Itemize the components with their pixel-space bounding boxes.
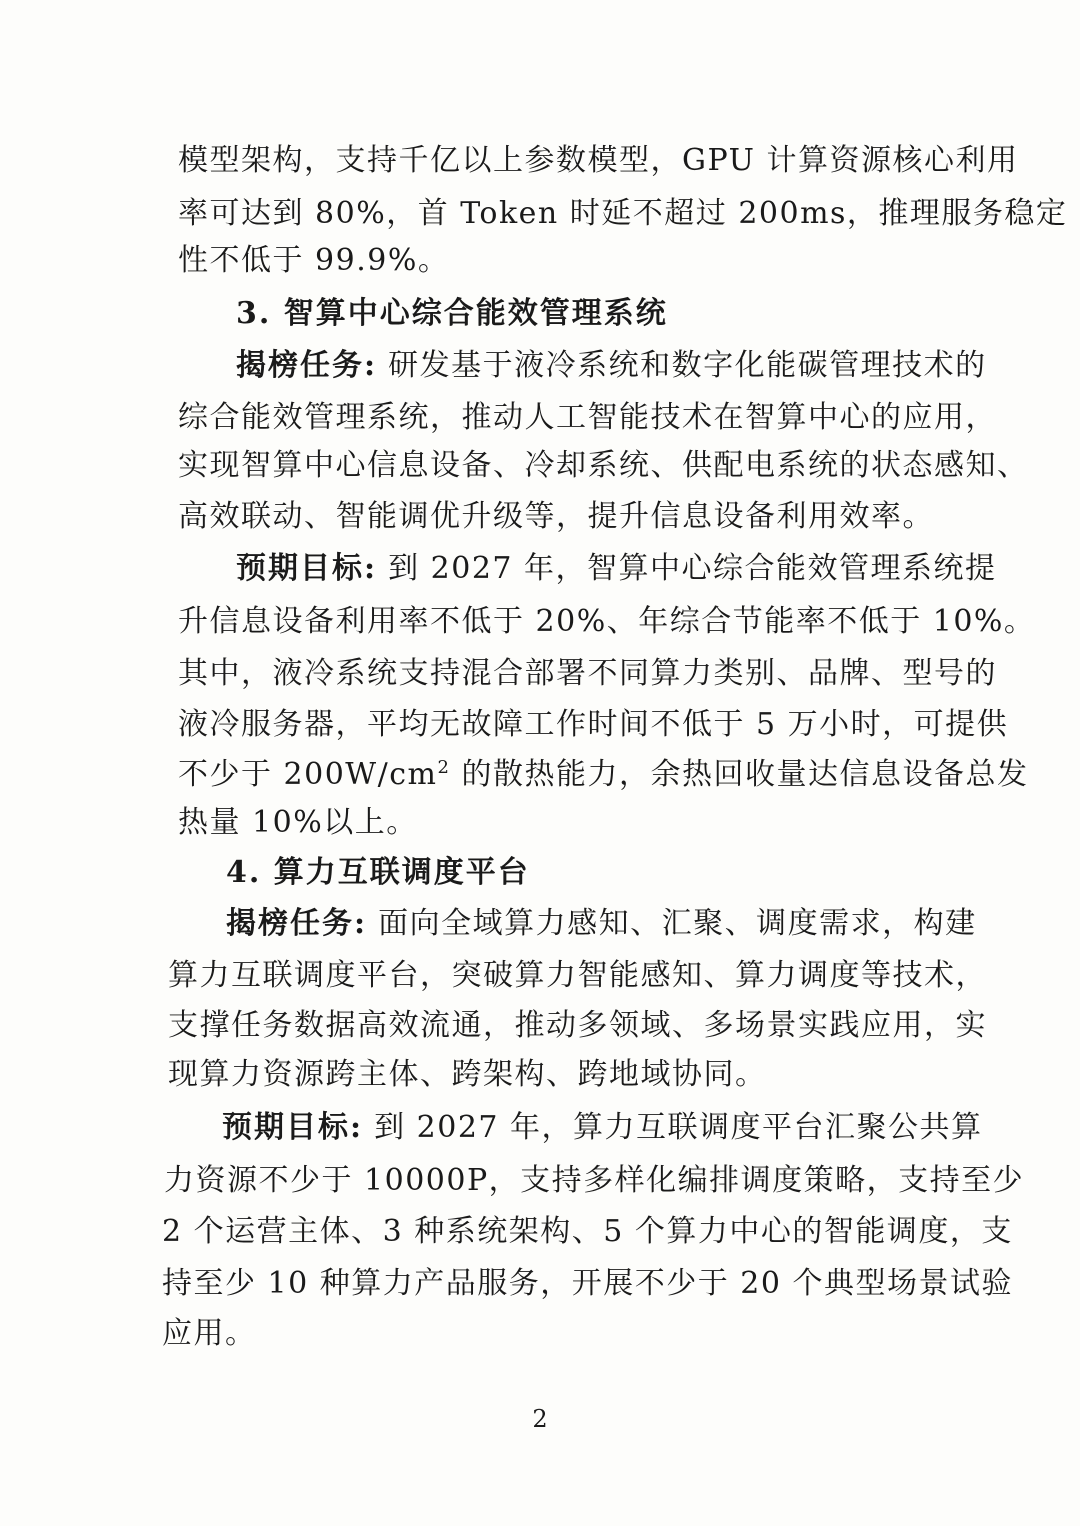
- superscript: 2: [437, 757, 451, 778]
- body-text-line: 率可达到 80%，首 Token 时延不超过 200ms，推理服务稳定: [178, 196, 1068, 231]
- goal-text: 到 2027 年，算力互联调度平台汇聚公共算: [363, 1110, 983, 1145]
- goal-paragraph-first-line: [236, 551, 996, 587]
- section-heading: 4. 算力互联调度平台: [226, 855, 530, 890]
- task-text: 研发基于液冷系统和数字化能碳管理技术的: [377, 348, 987, 383]
- body-text-line: 支撑任务数据高效流通，推动多领域、多场景实践应用，实: [168, 1008, 987, 1043]
- text-segment: 不少于 200W/cm: [178, 757, 438, 792]
- task-label: 揭榜任务:: [226, 906, 368, 941]
- body-text-line: 性不低于 99.9%。: [178, 243, 450, 278]
- body-text-line: 持至少 10 种算力产品服务，开展不少于 20 个典型场景试验: [162, 1266, 1013, 1301]
- body-text-line: 热量 10%以上。: [178, 805, 418, 840]
- goal-text: 到 2027 年，智算中心综合能效管理系统提: [377, 551, 997, 586]
- page-number: 2: [532, 1405, 548, 1433]
- body-text-line: 现算力资源跨主体、跨架构、跨地域协同。: [168, 1057, 767, 1092]
- task-paragraph-first-line: [236, 348, 996, 384]
- body-text-line: 高效联动、智能调优升级等，提升信息设备利用效率。: [178, 499, 934, 534]
- body-text-line: [178, 757, 1029, 793]
- goal-label: 预期目标:: [222, 1110, 364, 1145]
- body-text-line: 实现智算中心信息设备、冷却系统、供配电系统的状态感知、: [178, 448, 1029, 483]
- body-text-line: 液冷服务器，平均无故障工作时间不低于 5 万小时，可提供: [178, 707, 1009, 742]
- section-heading: 3. 智算中心综合能效管理系统: [236, 296, 668, 331]
- text-segment: 的散热能力，余热回收量达信息设备总发: [450, 757, 1029, 792]
- goal-paragraph-first-line: [222, 1110, 982, 1146]
- body-text-line: 其中，液冷系统支持混合部署不同算力类别、品牌、型号的: [178, 656, 997, 691]
- body-text-line: 模型架构，支持千亿以上参数模型，GPU 计算资源核心利用: [178, 143, 1019, 178]
- task-label: 揭榜任务:: [236, 348, 378, 383]
- body-text-line: 升信息设备利用率不低于 20%、年综合节能率不低于 10%。: [178, 604, 1036, 639]
- body-text-line: 应用。: [162, 1316, 257, 1351]
- body-text-line: 综合能效管理系统，推动人工智能技术在智算中心的应用，: [178, 400, 997, 435]
- task-text: 面向全域算力感知、汇聚、调度需求，构建: [367, 906, 977, 941]
- body-text-line: 2 个运营主体、3 种系统架构、5 个算力中心的智能调度，支: [162, 1214, 1013, 1249]
- body-text-line: 力资源不少于 10000P，支持多样化编排调度策略，支持至少: [164, 1163, 1025, 1198]
- body-text-line: 算力互联调度平台，突破算力智能感知、算力调度等技术，: [168, 958, 987, 993]
- task-paragraph-first-line: [226, 906, 986, 942]
- goal-label: 预期目标:: [236, 551, 378, 586]
